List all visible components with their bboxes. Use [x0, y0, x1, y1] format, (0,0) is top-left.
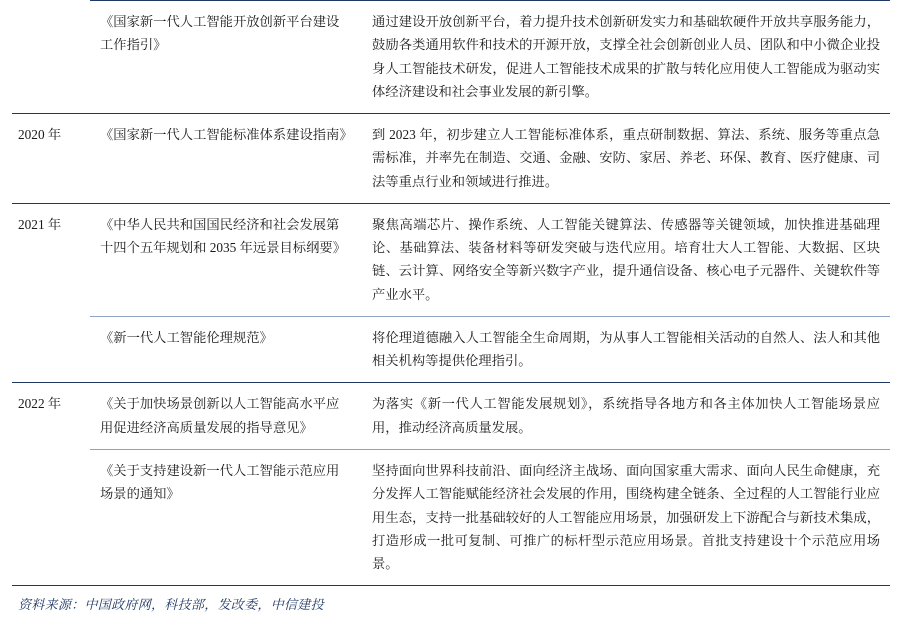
cell-document: 《新一代人工智能伦理规范》 — [90, 316, 362, 383]
cell-description: 通过建设开放创新平台，着力提升技术创新研发实力和基础软硬件开放共享服务能力，鼓励各类通用软件和技术的开源开放，支撑全社会创新创业人员、团队和中小微企业投身人工智能技术研发，促进人工智能技术成果的扩散与转化应用使人工智能成为驱动实体经济建设和社会事业发展的新引擎。 — [362, 1, 890, 114]
source-note: 资料来源：中国政府网，科技部，发改委，中信建投 — [18, 597, 324, 613]
cell-year — [12, 449, 90, 585]
cell-document: 《关于支持建设新一代人工智能示范应用场景的通知》 — [90, 449, 362, 585]
cell-year: 2020 年 — [12, 114, 90, 204]
cell-year: 2022 年 — [12, 383, 90, 450]
cell-document: 《中华人民共和国国民经济和社会发展第十四个五年规划和 2035 年远景目标纲要》 — [90, 203, 362, 316]
cell-description: 聚焦高端芯片、操作系统、人工智能关键算法、传感器等关键领域，加快推进基础理论、基础算法、装备材料等研发突破与迭代应用。培育壮大人工智能、大数据、区块链、云计算、网络安全等新兴数字产业，提升通信设备、核心电子元器件、关键软件等产业水平。 — [362, 203, 890, 316]
cell-description: 到 2023 年，初步建立人工智能标准体系，重点研制数据、算法、系统、服务等重点急需标准，并率先在制造、交通、金融、安防、家居、养老、环保、教育、医疗健康、司法等重点行业和领域进行推进。 — [362, 114, 890, 204]
cell-description: 将伦理道德融入人工智能全生命周期，为从事人工智能相关活动的自然人、法人和其他相关机构等提供伦理指引。 — [362, 316, 890, 383]
cell-description: 坚持面向世界科技前沿、面向经济主战场、面向国家重大需求、面向人民生命健康，充分发挥人工智能赋能经济社会发展的作用，围绕构建全链条、全过程的人工智能行业应用生态，支持一批基础较好的人工智能应用场景，加强研发上下游配合与新技术集成，打造形成一批可复制、可推广的标杆型示范应用场景。首批支持建设十个示范应用场景。 — [362, 449, 890, 585]
table-row — [12, 383, 890, 450]
table-row — [12, 449, 890, 585]
table-row — [12, 1, 890, 114]
cell-document: 《关于加快场景创新以人工智能高水平应用促进经济高质量发展的指导意见》 — [90, 383, 362, 450]
table-body — [12, 1, 890, 586]
cell-document: 《国家新一代人工智能开放创新平台建设工作指引》 — [90, 1, 362, 114]
cell-year: 2021 年 — [12, 203, 90, 316]
cell-year — [12, 316, 90, 383]
cell-year — [12, 1, 90, 114]
table-row — [12, 316, 890, 383]
table-row — [12, 203, 890, 316]
cell-document: 《国家新一代人工智能标准体系建设指南》 — [90, 114, 362, 204]
cell-description: 为落实《新一代人工智能发展规划》，系统指导各地方和各主体加快人工智能场景应用，推动经济高质量发展。 — [362, 383, 890, 450]
table-footer — [12, 585, 890, 613]
policy-table — [12, 0, 890, 585]
table-row — [12, 114, 890, 204]
